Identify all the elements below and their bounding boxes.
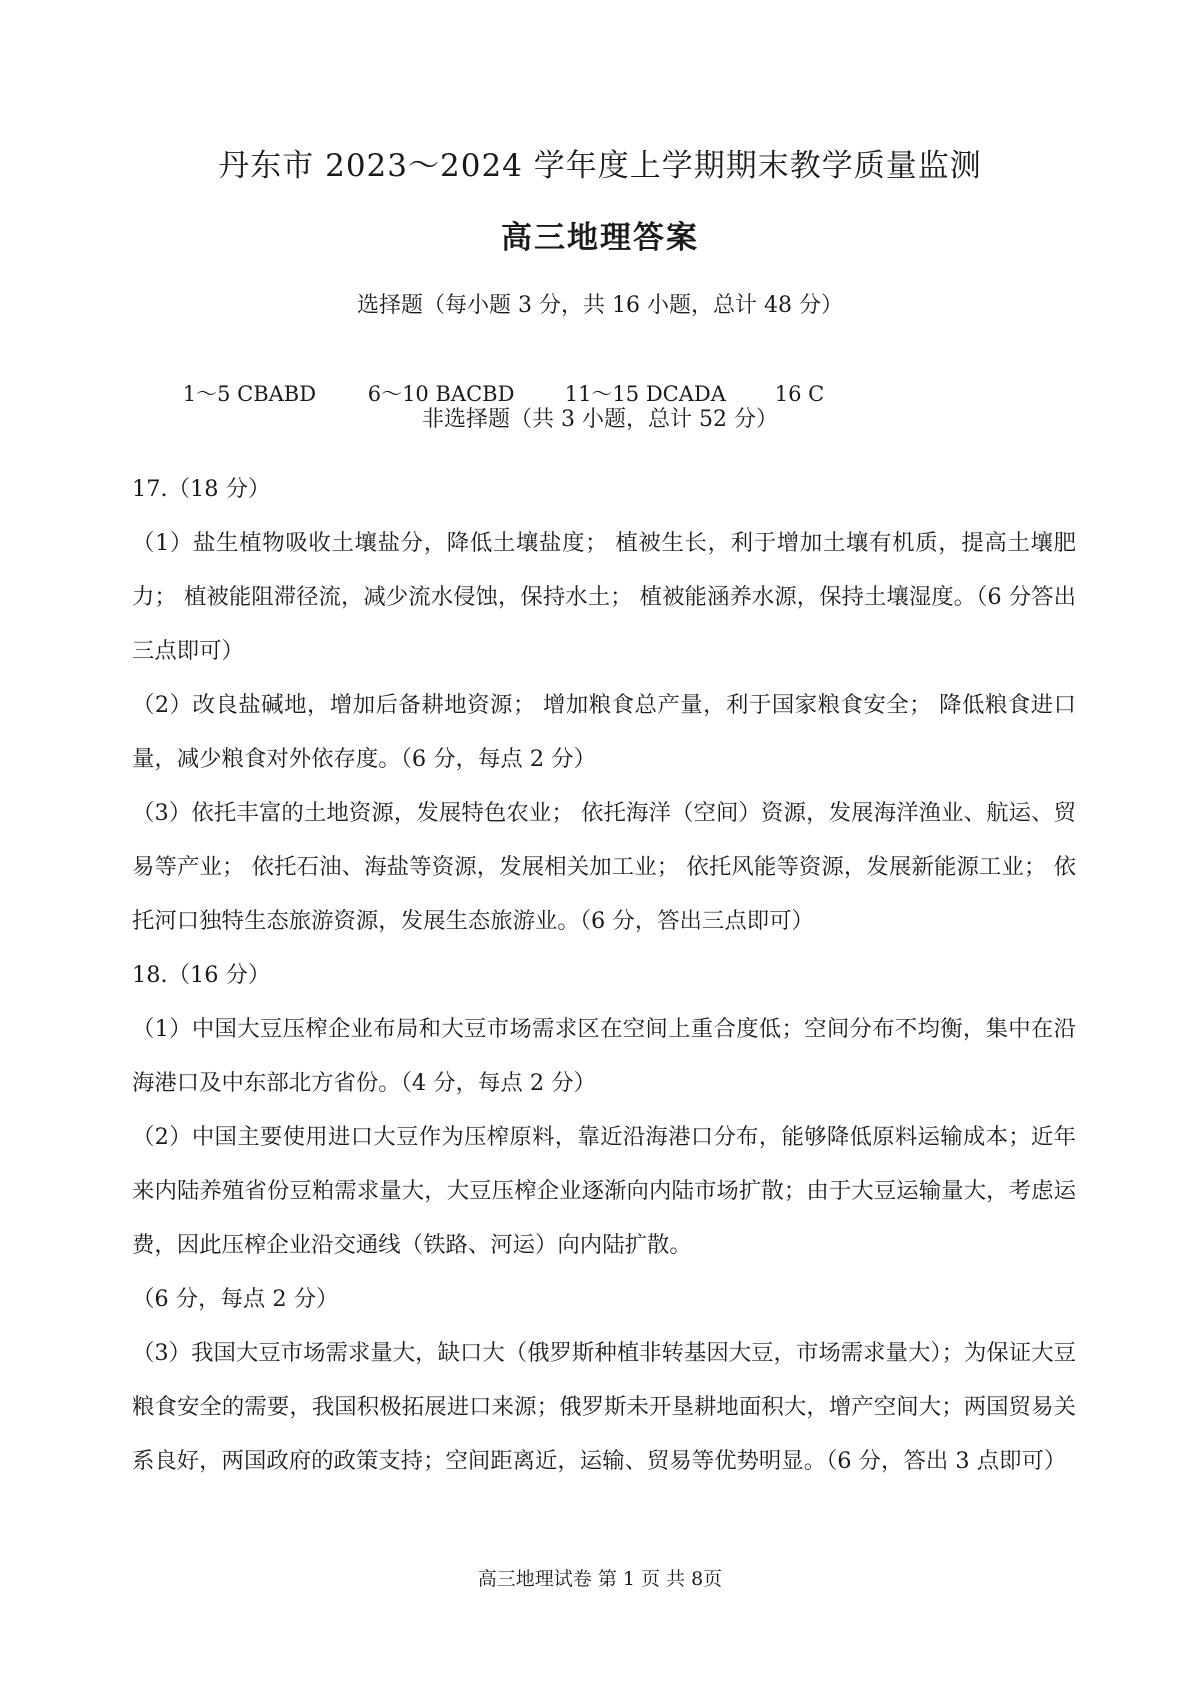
mc-letters: BACBD (435, 382, 515, 406)
answer-content (132, 462, 1076, 1488)
question-17-part-3: （3）依托丰富的土地资源，发展特色农业； 依托海洋（空间）资源，发展海洋渔业、航运、贸易等产业； 依托石油、海盐等资源，发展相关加工业； 依托风能等资源，发展新能源工业； 依托河口独特生态旅游资源，发展生态旅游业。（6 分，答出三点即可） (132, 800, 1076, 934)
mc-letters: CBABD (237, 382, 317, 406)
mc-letters: C (808, 382, 825, 406)
page-footer: 高三地理试卷 第 1 页 共 8页 (477, 1568, 723, 1590)
question-18-part-2-score: （6 分，每点 2 分） (132, 1286, 339, 1312)
mc-range: 6～10 (367, 382, 429, 406)
mc-letters: DCADA (645, 382, 726, 406)
multiple-choice-header: 选择题（每小题 3 分，共 16 小题，总计 48 分） (357, 293, 843, 318)
question-18-part-3: （3）我国大豆市场需求量大，缺口大（俄罗斯种植非转基因大豆，市场需求量大）；为保证大豆粮食安全的需要，我国积极拓展进口来源；俄罗斯未开垦耕地面积大，增产空间大；两国贸易关系良好，两国政府的政策支持；空间距离近，运输、贸易等优势明显。（6 分，答出 3 点即可） (132, 1340, 1076, 1474)
mc-range: 11～15 (564, 382, 640, 406)
question-18-heading: 18.（16 分） (132, 962, 271, 988)
mc-range: 16 (774, 382, 802, 406)
document-title: 丹东市 2023～2024 学年度上学期期末教学质量监测 (218, 148, 982, 184)
question-17-heading: 17.（18 分） (132, 476, 271, 502)
question-18-part-2: （2）中国主要使用进口大豆作为压榨原料，靠近沿海港口分布，能够降低原料运输成本；近年来内陆养殖省份豆粕需求量大，大豆压榨企业逐渐向内陆市场扩散；由于大豆运输量大，考虑运费，因此压榨企业沿交通线（铁路、河运）向内陆扩散。 (132, 1124, 1076, 1258)
question-17-part-2: （2）改良盐碱地，增加后备耕地资源； 增加粮食总产量，利于国家粮食安全； 降低粮食进口量，减少粮食对外依存度。（6 分，每点 2 分） (132, 692, 1076, 772)
question-18-part-1: （1）中国大豆压榨企业布局和大豆市场需求区在空间上重合度低；空间分布不均衡，集中在沿海港口及中东部北方省份。（4 分，每点 2 分） (132, 1016, 1076, 1096)
document-subtitle: 高三地理答案 (501, 220, 699, 256)
mc-range: 1～5 (182, 382, 231, 406)
question-17-part-1: （1）盐生植物吸收土壤盐分，降低土壤盐度； 植被生长，利于增加土壤有机质，提高土壤肥力； 植被能阻滞径流，减少流水侵蚀，保持水土； 植被能涵养水源，保持土壤湿度。（6 分答出三点即可） (132, 530, 1076, 664)
non-multiple-choice-header: 非选择题（共 3 小题，总计 52 分） (422, 407, 778, 432)
